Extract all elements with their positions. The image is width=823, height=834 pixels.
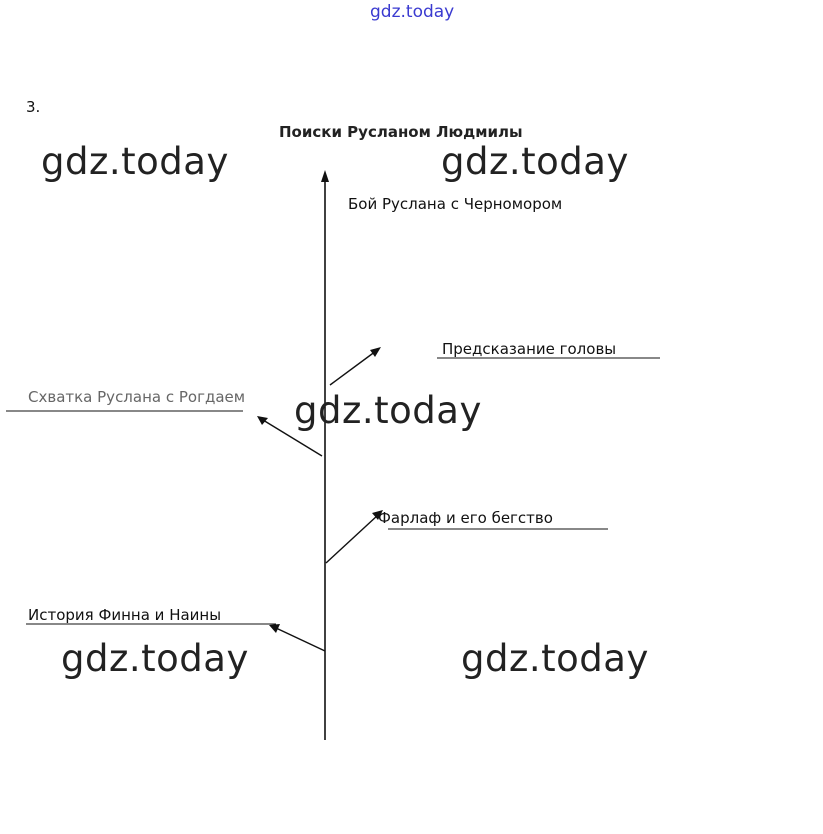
watermark-2: gdz.today — [441, 140, 629, 183]
branch-prediction-arrowhead — [370, 347, 381, 357]
event-top-label: Бой Руслана с Черномором — [348, 195, 563, 213]
main-axis-arrowhead — [321, 170, 329, 182]
watermark-3: gdz.today — [294, 389, 482, 432]
branch-skirmish-arrowhead — [257, 416, 268, 425]
top-watermark: gdz.today — [370, 2, 455, 22]
event-finn-label: История Финна и Наины — [28, 606, 222, 624]
event-prediction-label: Предсказание головы — [442, 340, 617, 358]
branch-farlaf — [326, 515, 378, 563]
diagram-title: Поиски Русланом Людмилы — [279, 123, 523, 141]
watermark-5: gdz.today — [461, 637, 649, 680]
task-number: 3. — [26, 98, 41, 116]
event-farlaf-label: Фарлаф и его бегство — [378, 509, 553, 527]
branch-prediction — [330, 351, 376, 385]
watermark-4: gdz.today — [61, 637, 249, 680]
branch-finn — [276, 628, 325, 651]
watermark-1: gdz.today — [41, 140, 229, 183]
event-skirmish-label: Схватка Руслана с Рогдаем — [28, 388, 246, 406]
